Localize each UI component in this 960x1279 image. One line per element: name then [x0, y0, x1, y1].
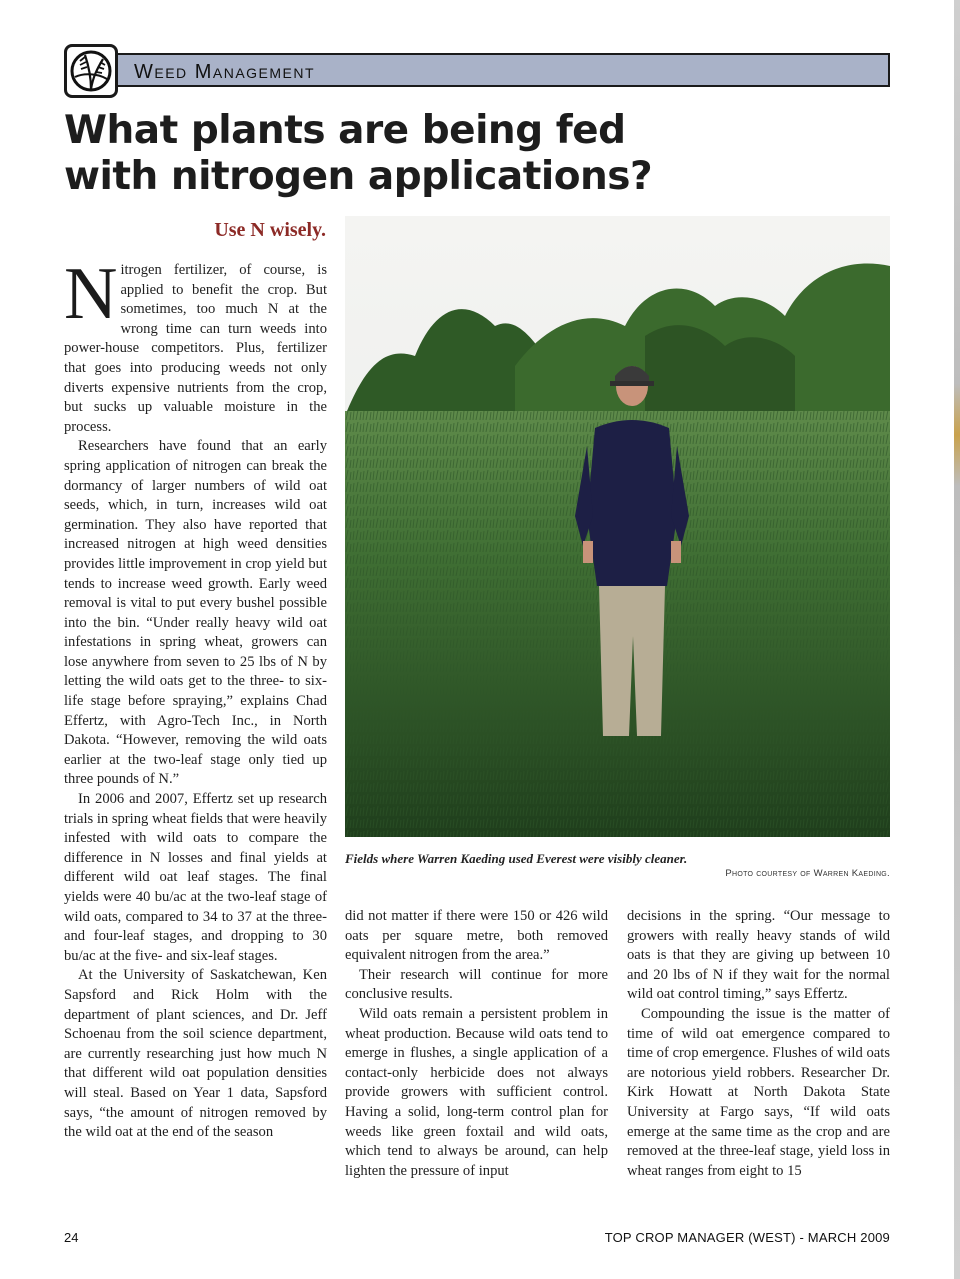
paragraph-4: At the University of Saskatchewan, Ken Sapsford and Rick Holm with the department of plant sciences, and Dr. Jeff Schoenau from the soil science department, are currently researching just how much N that different wild oat population densities will steal. Based on Year 1 data, Sapsford says, “the amount of nitrogen removed by the wild oat at the end of the season: [64, 967, 327, 1141]
article-headline: [64, 108, 764, 200]
page-number: 24: [64, 1230, 79, 1245]
paragraph-5: did not matter if there were 150 or 426 wild oats per square metre, both removed equivalent nitrogen from the area.”: [345, 908, 608, 964]
article-deck: Use N wisely.: [214, 219, 326, 241]
photo-credit: Photo courtesy of Warren Kaeding.: [725, 868, 890, 879]
headline-line-2: with nitrogen applications?: [64, 154, 653, 199]
wheat-stalk-icon: [64, 44, 118, 98]
body-column-2: [345, 907, 608, 1223]
paragraph-3: In 2006 and 2007, Effertz set up research trials in spring wheat fields that were heavily infested with wild oats to compare the difference in N losses and final yields at different wild oat leaf stages. The final yields were 40 bu/ac at the two-leaf stage of wild oats, compared to 34 to 37 at the three- and four-leaf stages, and dropping to 30 bu/ac at the five- and six-leaf stages.: [64, 791, 327, 964]
photo-caption: Fields where Warren Kaeding used Everest were visibly cleaner.: [345, 851, 688, 866]
page-edge-strip: [954, 0, 960, 1279]
section-header-bar: [118, 53, 890, 87]
paragraph-6: Their research will continue for more conclusive results.: [345, 966, 608, 1003]
paragraph-1: Nitrogen fertilizer, of course, is applied to benefit the crop. But sometimes, too much N at the wrong time can turn weeds into power-house competitors. Plus, fertilizer that goes into producing weeds not only diverts expensive nutrients from the crop, but sucks up valuable moisture in the process.: [64, 261, 327, 435]
body-column-3: [627, 907, 890, 1223]
paragraph-9: Compounding the issue is the matter of time of wild oat emergence compared to time of crop emergence. Flushes of wild oats are notorious yield robbers. Researcher Dr. Kirk Howatt at North Dakota State University at Fargo says, “If wild oats emerge at the same time as the crop and are removed at the three-leaf stage, yield loss in wheat ranges from eight to 15: [627, 1005, 890, 1179]
drop-cap: N: [64, 261, 118, 335]
body-column-1: [64, 261, 327, 1223]
paragraph-8: decisions in the spring. “Our message to growers with really heavy stands of wild oats is that they are giving up between 10 and 20 lbs of N if they wait for the normal wild oat control timing,” says Effertz.: [627, 908, 890, 1003]
section-label: Weed Management: [134, 61, 316, 83]
paragraph-2: Researchers have found that an early spring application of nitrogen can break the dormancy of larger numbers of wild oat seeds, which, in turn, increases wild oat germination. They also have reported that increased nitrogen at high weed densities provides little improvement in crop yield but tends to increase weed growth. Early weed removal is vital to put every bushel possible into the bin. “Under really heavy wild oat infestations in spring wheat, growers can lose anywhere from seven to 25 lbs of N by letting the wild oats get to the three- to six-life stage before spraying,” explains Chad Effertz, with Agro-Tech Inc., in North Dakota. “However, removing the wild oats earlier at the two-leaf stage only tied up three pounds of N.”: [64, 438, 327, 788]
paragraph-7: Wild oats remain a persistent problem in wheat production. Because wild oats tend to emerge in flushes, a single application of a contact-only herbicide does not always provide growers with sufficient control. Having a solid, long-term control plan for weeds like green foxtail and wild oats, which tend to always be around, can help lighten the pressure of input: [345, 1005, 608, 1179]
field-photo: [345, 216, 890, 837]
headline-line-1: What plants are being fed: [64, 108, 626, 153]
publication-footer: TOP CROP MANAGER (WEST) - MARCH 2009: [604, 1230, 890, 1245]
